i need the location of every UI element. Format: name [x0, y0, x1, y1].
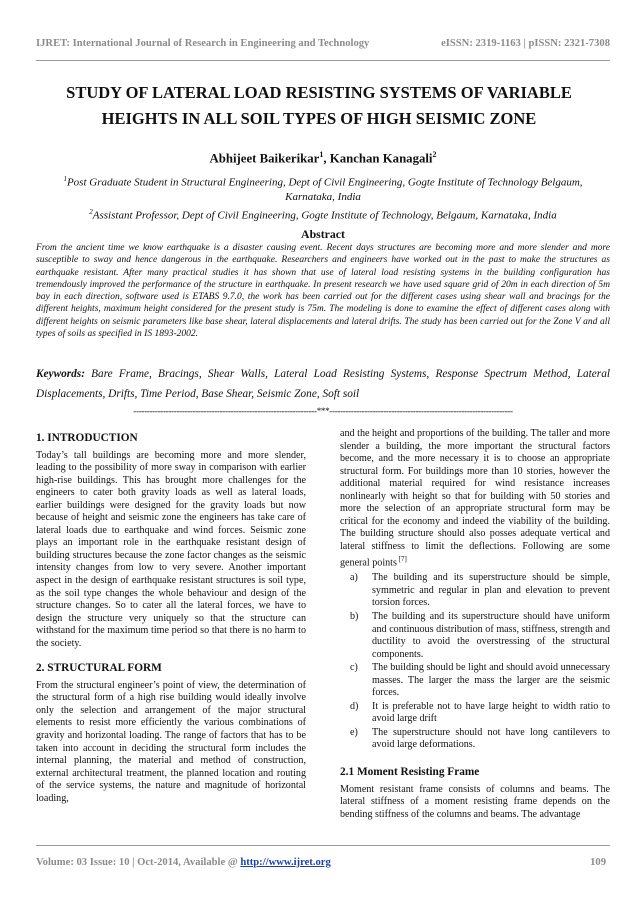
- running-footer: [36, 857, 610, 868]
- affiliation-2-sup: 2: [89, 207, 93, 216]
- journal-name: IJRET: International Journal of Research in Engineering and Technology: [36, 38, 370, 49]
- list-marker: b): [350, 611, 359, 623]
- footer-rule: [36, 845, 610, 846]
- section-heading-moment-resisting-frame: 2.1 Moment Resisting Frame: [340, 766, 480, 779]
- affiliation-1-line-2: Karnataka, India: [285, 191, 361, 204]
- section-separator: --------------------------------------------------------------------***--------------------------------------------------------------------: [133, 406, 513, 416]
- general-points-list: [340, 572, 610, 752]
- paper-title: [40, 80, 598, 132]
- keywords: [36, 364, 610, 404]
- list-marker: a): [350, 572, 358, 584]
- citation-ref: [7]: [396, 555, 407, 564]
- title-line-2: HEIGHTS IN ALL SOIL TYPES OF HIGH SEISMIC ZONE: [101, 109, 537, 128]
- author-1-sup: 1: [319, 150, 324, 159]
- author-list: [36, 150, 610, 166]
- footer-volume-info: Volume: 03 Issue: 10 | Oct-2014, Available @: [36, 857, 241, 868]
- keywords-label: Keywords:: [36, 368, 85, 380]
- list-marker: c): [350, 662, 358, 674]
- list-item: [340, 611, 610, 661]
- list-item: [340, 701, 610, 726]
- author-2-sup: 2: [432, 150, 437, 159]
- list-item: [340, 662, 610, 700]
- affiliation-2: Assistant Professor, Dept of Civil Engineering, Gogte Institute of Technology, Belgaum, Karnataka, India: [92, 209, 557, 222]
- structural-form-paragraph: From the structural engineer’s point of view, the determination of the structural form of a high rise building would ideally involve only the selection and arrangement of the major structural elements to resist more efficiently the various combinations of gravity and horizontal loading. The range of factors that has to be taken into account in deciding the structural form includes the internal planning, the material and method of construction, external architectural treatment, the planned location and routing of the service systems, the nature and magnitude of horizontal loading,: [36, 679, 306, 804]
- list-item: [340, 727, 610, 752]
- list-item-text: It is preferable not to have large height to width ratio to avoid large drift: [372, 700, 610, 725]
- abstract-text: From the ancient time we know earthquake is a disaster causing event. Recent days structures are becoming more and more slender and more susceptible to sway and hence dangerous in the earthquake. Researchers and engineers have worked out in the past to make the structures as earthquake resistant. After many practical studies it has shown that use of lateral load resisting systems in the building configuration has tremendously improved the performance of the structure in earthquake. In present research we have used square grid of 20m in each direction of 5m bay in each direction, software used is ETABS 9.7.0, the work has been carried out for the different cases using shear wall and bracings for the different heights, maximum height considered for the present study is 75m. The modeling is done to examine the effect of different cases along with different heights on seismic parameters like base shear, lateral displacements and lateral drifts. The study has been carried out for the Zone V and all types of soils as specified in IS 1893-2002.: [36, 243, 610, 340]
- list-item-text: The superstructure should not have long cantilevers to avoid large deformations.: [372, 726, 610, 751]
- section-heading-structural-form: 2. STRUCTURAL FORM: [36, 662, 162, 675]
- issn-info: eISSN: 2319-1163 | pISSN: 2321-7308: [441, 38, 610, 49]
- header-rule: [36, 60, 610, 61]
- keywords-text: Bare Frame, Bracings, Shear Walls, Lateral Load Resisting Systems, Response Spectrum Method, Lateral Displacements, Drifts, Time Period, Base Shear, Seismic Zone, Soft soil: [36, 368, 610, 400]
- author-2: Kanchan Kanagali: [329, 151, 433, 166]
- moment-resisting-frame-paragraph: Moment resistant frame consists of columns and beams. The lateral stiffness of a moment resisting frame depends on the bending stiffness of the columns and beams. The advantage: [340, 783, 610, 820]
- journal-website-link[interactable]: http://www.ijret.org: [240, 857, 331, 868]
- list-item-text: The building and its superstructure should have uniform and continuous distribution of mass, stiffness, strength and ductility to avoid the overstressing of the structural components.: [372, 611, 610, 660]
- introduction-paragraph: Today’s tall buildings are becoming more and more slender, leading to the possibility of more sway in comparison with earlier high-rise buildings. This has brought more challenges for the engineers to cater both gravity loads as well as lateral loads, earlier buildings were designed for the gravity loads but now because of height and seismic zone the engineers has take care of lateral loads due to earthquake and wind forces. Seismic zone plays an important role in the earthquake resistant design of building structures because the zone factor changes as the seismic intensity changes from low to very severe. Another important aspect in the design of earthquake resistant structures is soil type, as the soil type changes the whole behaviour and design of the structure changes. So to cater all the lateral forces, we have to design the structure very uniquely so that the structure can withstand for the maximum time period so that there is no harm to the society.: [36, 449, 306, 649]
- right-column: [340, 428, 610, 831]
- list-marker: e): [350, 726, 358, 738]
- author-1: Abhijeet Baikerikar: [209, 151, 320, 166]
- abstract-heading: Abstract: [301, 227, 345, 241]
- list-item-text: The building and its superstructure should be simple, symmetric and regular in plan and elevation to prevent torsion forces.: [372, 572, 610, 609]
- list-item: [340, 572, 610, 610]
- left-column: [36, 428, 306, 815]
- title-line-1: STUDY OF LATERAL LOAD RESISTING SYSTEMS OF VARIABLE: [66, 83, 572, 102]
- structural-form-continued: and the height and proportions of the building. The taller and more slender a building, the more important the structural factors become, and the more necessary it is to choose an appropriate structural form. For buildings more than 10 stories, however the additional material required for wind resistance increases nonlinearly with height so that for building with 50 stories and more the selection of an appropriate structural form may be critical for the economy and indeed the viability of the building. The building structure should also posses adequate vertical and lateral stiffness to limit the deflections. Following are some general points [7]: [340, 428, 610, 569]
- affiliation-1-line-1: Post Graduate Student in Structural Engineering, Dept of Civil Engineering, Gogte Institute of Technology Belgaum,: [66, 176, 583, 189]
- author-separator: ,: [323, 151, 330, 166]
- affiliations: [36, 172, 610, 223]
- section-heading-introduction: 1. INTRODUCTION: [36, 432, 138, 444]
- list-item-text: The building should be light and should avoid unnecessary masses. The larger the mass the larger are the seismic forces.: [372, 662, 610, 699]
- running-header: [36, 38, 610, 54]
- list-marker: d): [350, 700, 359, 712]
- page-number: 109: [590, 857, 606, 868]
- affiliation-1-sup: 1: [63, 175, 67, 183]
